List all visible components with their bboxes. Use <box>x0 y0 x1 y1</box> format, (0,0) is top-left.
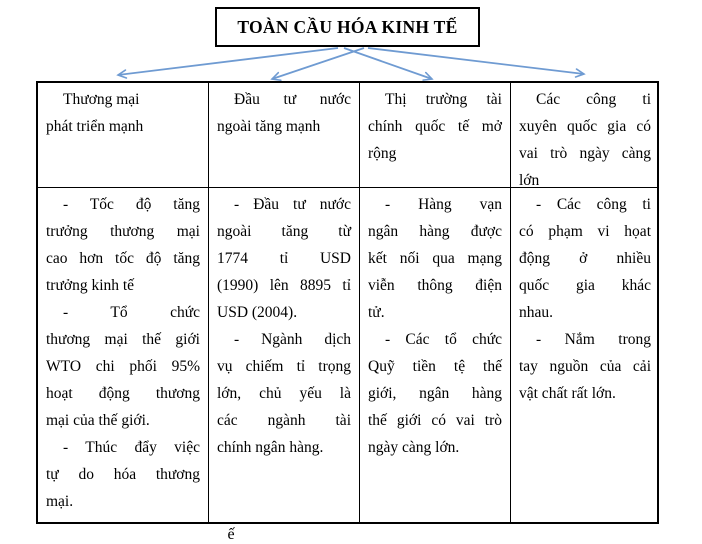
text-line: các ngành tài <box>217 412 351 429</box>
bullet-paragraph <box>519 191 651 326</box>
text-line: phát triển mạnh <box>46 118 144 135</box>
text-line: mại. <box>46 493 74 510</box>
flow-arrow <box>368 48 584 74</box>
text-line: tự do hóa thương <box>46 466 200 483</box>
bullet-paragraph <box>368 326 502 461</box>
text-line: trưởng kinh tế <box>46 277 135 294</box>
header-cell <box>38 83 208 188</box>
bullet-paragraph <box>46 434 200 515</box>
text-line: - Hàng vạn <box>385 196 502 213</box>
text-line: - Ngành dịch <box>234 331 351 348</box>
text-line: - Đầu tư nước <box>234 196 351 213</box>
text-line: mại của thế giới. <box>46 412 150 429</box>
text-line: USD (2004). <box>217 304 298 321</box>
flow-arrow <box>118 48 338 75</box>
text-line: thương mại thế giới <box>46 331 200 348</box>
text-line: vật chất rất lớn. <box>519 385 616 402</box>
bullet-paragraph <box>217 326 351 461</box>
header-cell <box>510 83 659 188</box>
body-cell <box>38 188 208 522</box>
bullet-paragraph <box>46 191 200 299</box>
text-line: chính ngân hàng. <box>217 439 324 456</box>
text-line: - Các tổ chức <box>385 331 502 348</box>
text-line: giới, ngân hàng <box>368 385 502 402</box>
text-line: lớn <box>519 172 540 189</box>
text-line: Thương mại <box>63 91 140 108</box>
text-line: Đầu tư nước <box>234 91 351 108</box>
text-line: vai trò ngày càng <box>519 145 651 162</box>
flow-arrow <box>272 48 364 79</box>
text-line: WTO chi phối 95% <box>46 358 200 375</box>
text-line: lớn, chủ yếu là <box>217 385 351 402</box>
diagram-title: TOÀN CẦU HÓA KINH TẾ <box>237 16 458 37</box>
text-line: ngân hàng được <box>368 223 502 240</box>
text-line: ngoài tăng mạnh <box>217 118 321 135</box>
text-line: xuyên quốc gia có <box>519 118 651 135</box>
text-line: chính quốc tế mở <box>368 118 502 135</box>
flow-arrow <box>344 48 432 79</box>
bullet-paragraph <box>519 326 651 407</box>
text-line: tử. <box>368 304 385 321</box>
text-line: - Nắm trong <box>536 331 651 348</box>
text-line: - Thúc đẩy việc <box>63 439 200 456</box>
text-line: Các công ti <box>536 91 651 108</box>
text-line: - Tốc độ tăng <box>63 196 200 213</box>
text-line: trưởng thương mại <box>46 223 200 240</box>
text-line: Thị trường tài <box>385 91 502 108</box>
cutoff-glyph: ế <box>227 526 235 543</box>
text-line: quốc gia khác <box>519 277 651 294</box>
body-cell <box>208 188 359 522</box>
text-line: vụ chiếm tỉ trọng <box>217 358 351 375</box>
text-line: hoạt động thương <box>46 385 200 402</box>
text-line: có phạm vi họat <box>519 223 651 240</box>
bullet-paragraph <box>217 191 351 326</box>
cutoff-caption-artifact <box>219 526 243 543</box>
text-line: viễn thông điện <box>368 277 502 294</box>
text-line: (1990) lên 8895 tỉ <box>217 277 351 294</box>
text-line: thế giới có vai trò <box>368 412 502 429</box>
text-line: tay nguồn của cải <box>519 358 651 375</box>
text-line: rộng <box>368 145 397 162</box>
bullet-paragraph <box>368 191 502 326</box>
body-cell <box>359 188 510 522</box>
text-line: động ở nhiều <box>519 250 651 267</box>
text-line: kết nối qua mạng <box>368 250 502 267</box>
text-line: - Tổ chức <box>63 304 200 321</box>
text-line: cao hơn tốc độ tăng <box>46 250 200 267</box>
title-box <box>215 7 480 47</box>
text-line: 1774 tỉ USD <box>217 250 351 267</box>
text-line: ngoài tăng từ <box>217 223 351 240</box>
globalization-table <box>36 81 659 524</box>
text-line: nhau. <box>519 304 554 321</box>
text-line: - Các công ti <box>536 196 651 213</box>
header-cell <box>359 83 510 188</box>
text-line: Quỹ tiền tệ thế <box>368 358 502 375</box>
header-cell <box>208 83 359 188</box>
bullet-paragraph <box>46 299 200 434</box>
body-cell <box>510 188 659 522</box>
text-line: ngày càng lớn. <box>368 439 460 456</box>
